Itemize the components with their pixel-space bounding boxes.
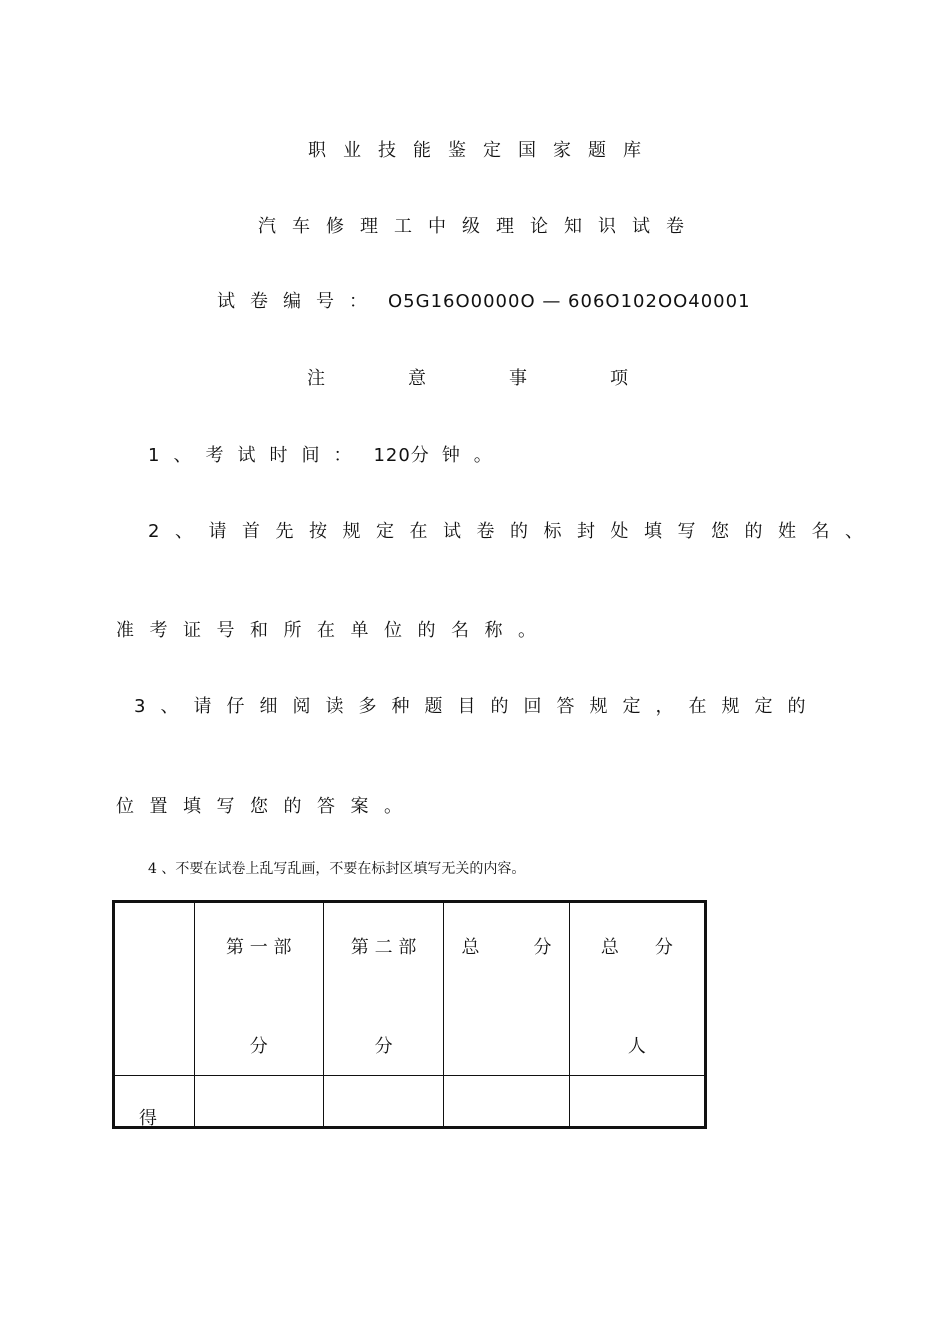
exam-paper-title: 汽车修理工中级理论知识试卷 (258, 216, 700, 237)
header-blank-cell (114, 902, 195, 1076)
header-text: 第 一 部 (226, 937, 292, 958)
score-table-header-row (114, 902, 706, 1076)
item-text: 考试时间： (205, 445, 366, 466)
item-number: 1、 (148, 445, 206, 466)
notice-item-3-line-1: 3、请仔细阅读多种题目的回答规定，在规定的 (134, 696, 821, 717)
notice-item-2-line-1: 2、请首先按规定在试卷的标封处填写您的姓名、 (148, 521, 879, 542)
score-table (112, 900, 707, 1129)
score-row-label: 得 (139, 1108, 157, 1129)
header-text: 总 分 (600, 937, 673, 958)
serial-value: O5G16O0000O — 606O102OO40001 (388, 291, 751, 312)
notice-heading (307, 367, 711, 391)
notice-heading-char: 事 (509, 368, 527, 389)
item-text: 钟。 (441, 445, 506, 466)
notice-item-3-line-2: 位置填写您的答案。 (116, 796, 418, 817)
notice-item-4: 4 、不要在试卷上乱写乱画，不要在标封区填写无关的内容。 (148, 861, 526, 877)
header-text: 人 (627, 1036, 646, 1057)
part-two-score-cell[interactable] (323, 1076, 443, 1128)
header-text: 总 分 (461, 937, 552, 958)
part-one-header (194, 902, 323, 1076)
notice-item-2-line-2: 准考证号和所在单位的名称。 (116, 620, 552, 641)
exam-duration: 120分 (373, 445, 430, 466)
header-text: 第 二 部 (350, 937, 417, 958)
scorer-header (569, 902, 705, 1076)
total-score-header (444, 902, 569, 1076)
header-text: 分 (374, 1036, 393, 1057)
notice-heading-char: 项 (610, 368, 628, 389)
header-text: 分 (249, 1036, 268, 1057)
part-one-score-cell[interactable] (194, 1076, 323, 1128)
part-two-header (323, 902, 443, 1076)
score-row (114, 1076, 706, 1128)
exam-bank-title: 职业技能鉴定国家题库 (308, 140, 658, 161)
scorer-cell[interactable] (569, 1076, 705, 1128)
total-score-cell[interactable] (444, 1076, 569, 1128)
score-row-label-cell (114, 1076, 195, 1128)
notice-item-1 (148, 444, 506, 468)
serial-label: 试卷编号： (217, 291, 382, 312)
notice-heading-char: 意 (408, 368, 426, 389)
notice-heading-char: 注 (307, 368, 325, 389)
paper-serial-number (217, 290, 751, 314)
